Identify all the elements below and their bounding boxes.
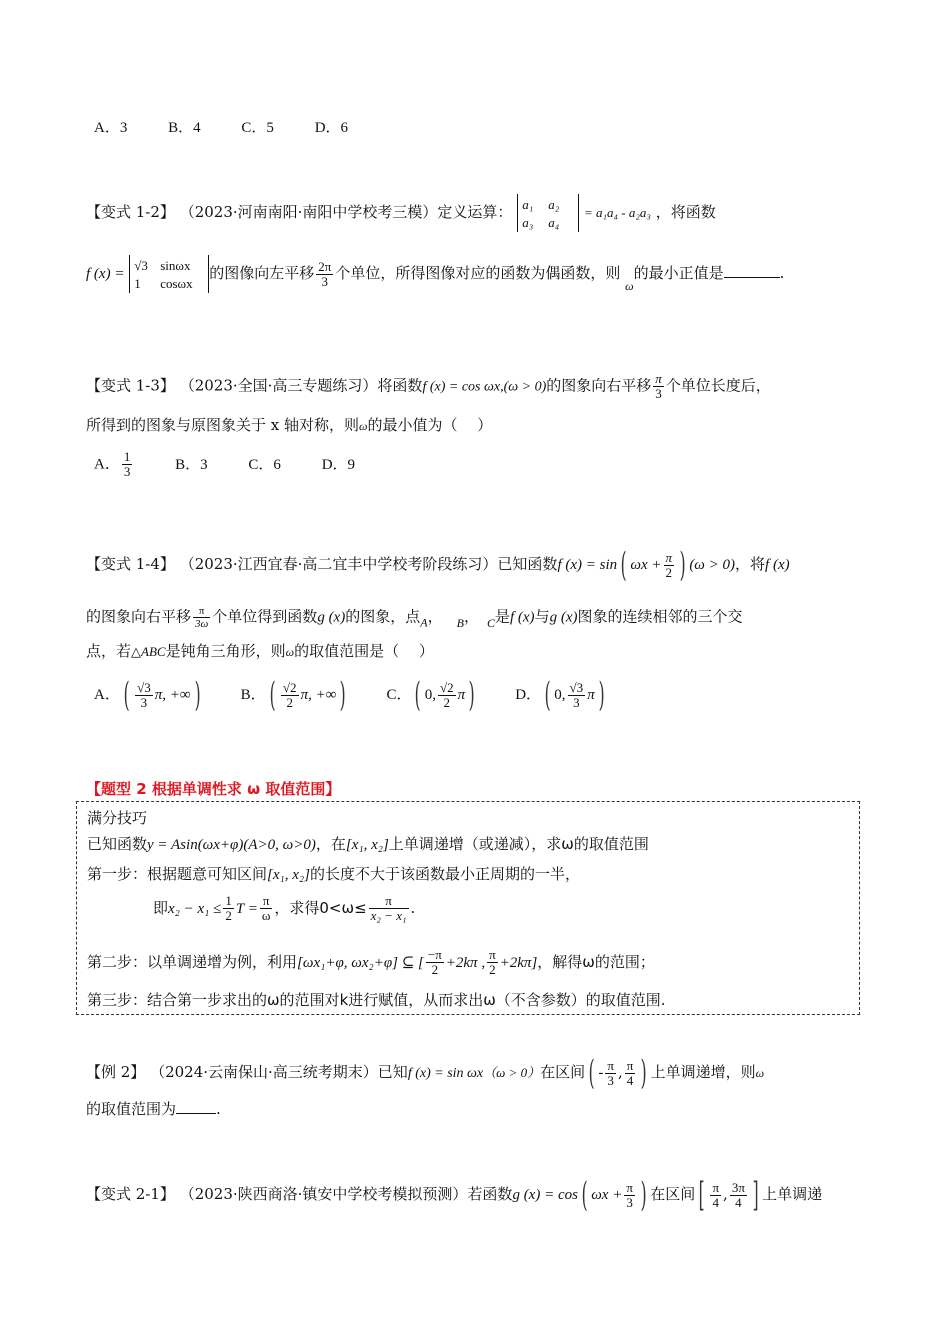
ex2-answer-blank[interactable] xyxy=(176,1099,216,1114)
v14-line3c: 的取值范围是（ ） xyxy=(294,642,434,660)
v14-line3b: 是钝角三角形，则 xyxy=(165,642,286,660)
ex2-line2 xyxy=(86,1099,221,1119)
v12-source: （2023·河南南阳·南阳中学校考三模）定义运算： xyxy=(179,203,513,221)
v13-omega: ω xyxy=(359,419,368,433)
ex2-omega: ω xyxy=(755,1066,765,1080)
v14-fx3: f (x) xyxy=(509,609,535,626)
v13-option-c: C．6 xyxy=(248,456,281,473)
v12-tag: 【变式 1-2】 xyxy=(86,203,175,221)
v14-cond: (ω > 0) xyxy=(689,557,736,573)
ex2-fx: f (x) = sin ωx xyxy=(407,1066,484,1081)
v21-arg-fraction: $\frac{\pi}{3}$ xyxy=(626,1179,633,1210)
v14-tag: 【变式 1-4】 xyxy=(86,555,175,573)
tips-box xyxy=(76,801,860,1015)
v13-shift-fraction: $\frac{\pi}{3}$ xyxy=(655,371,662,401)
v13-source: （2023·全国·高三专题练习）将函数 xyxy=(179,376,423,395)
v12-fx: f (x) = xyxy=(86,266,125,282)
q0-options xyxy=(94,117,348,138)
v21-interval-end: $\frac{3\pi}{4}$ xyxy=(731,1179,745,1210)
v14-line2c: 的图象，点 xyxy=(345,607,421,626)
tips-line2: 已知函数y = Asin(ωx+φ)(A>0, ω>0)，在[x₁, x₂]上单调递增（或递减），求ω的取值范围 xyxy=(87,835,649,853)
ex2-interval-end: $\frac{\pi}{4}$ xyxy=(626,1057,634,1088)
v14-point-c: C xyxy=(486,615,495,630)
ex2-tail: 上单调递增，则 xyxy=(650,1063,756,1081)
v14-shift-fraction: $\frac{\pi}{3\omega}$ xyxy=(195,605,209,630)
ex2-tag: 【例 2】 xyxy=(86,1063,146,1081)
ex2-cond: （ω > 0） xyxy=(483,1065,541,1080)
v14-fx2: f (x) xyxy=(765,557,790,573)
v14-line2b: 个单位得到函数 xyxy=(212,607,318,626)
tips-title: 满分技巧 xyxy=(87,809,148,827)
q0-option-a: A．3 xyxy=(94,120,128,136)
q0-option-b: B．4 xyxy=(168,120,201,136)
v14-options xyxy=(94,674,608,715)
v21-arg: ωx + xyxy=(591,1187,623,1203)
v13-option-a-label: A． xyxy=(94,456,120,473)
v21-gx: g (x) = cos xyxy=(512,1187,578,1203)
v21-tail: 上单调递 xyxy=(762,1185,823,1203)
v14-triangle: △ABC xyxy=(131,644,166,659)
v12-shift-fraction: $\frac{2\pi}{3}$ xyxy=(318,258,332,289)
v14-point-a: A xyxy=(420,615,428,630)
ex2-line1: 【例 2】 （2024·云南保山·高三统考期末）已知f (x) = sin ωx（ω > 0）在区间 ( - $\frac{\pi}{3}$ , $\frac{\pi}{4}$ ) 上单调递增，则ω xyxy=(86,1053,765,1093)
v13-option-d: D．9 xyxy=(321,456,356,473)
v14-point-b: B xyxy=(456,615,464,630)
tips-step3: 第三步：结合第一步求出的ω的范围对k进行赋值，从而求出ω（不含参数）的取值范围. xyxy=(87,991,666,1009)
v12-line2 xyxy=(86,255,784,296)
v12-determinant: a₁ a₂ a₃ a₄ xyxy=(517,194,579,232)
v12-end: . xyxy=(779,264,785,282)
v14-arg-fraction: $\frac{\pi}{2}$ xyxy=(665,549,673,580)
v21-mid: 在区间 xyxy=(650,1185,696,1203)
v13-option-b: B．3 xyxy=(175,456,208,473)
v14-line3a: 点，若 xyxy=(86,642,132,660)
ex2-mid: 在区间 xyxy=(540,1063,586,1081)
v14-gx2: g (x) xyxy=(549,609,578,626)
v14-tail: ，将 xyxy=(735,555,766,573)
v13-fx: f (x) = cos ωx,(ω > 0) xyxy=(422,379,547,395)
v12-tail1: ，将函数 xyxy=(655,203,716,221)
v13-option-a-fraction: $\frac{1}{3}$ xyxy=(123,449,131,479)
tips-step1-formula: 即x₂ − x₁ ≤ $\frac{1}{2}$ T = $\frac{\pi}{\omega}$ ，求得0<ω≤ $\frac{\pi}{\text{x₂ − x₁}}$ . xyxy=(153,893,416,923)
v13-options xyxy=(94,450,355,479)
v21-line1: 【变式 2-1】 （2023·陕西商洛·镇安中学校考模拟预测）若函数g (x) = cos ( ωx + $\frac{\pi}{3}$ ) 在区间 [ $\frac{\pi}{4}$ , $\frac{3\pi}{4}$ ] 上单调递 xyxy=(86,1175,823,1215)
v14-gx: g (x) xyxy=(317,609,346,626)
v14-option-b: B． ( $\frac{√2}{2}$ π, +∞ ) xyxy=(240,675,347,715)
ex2-end: . xyxy=(216,1100,221,1118)
v12-line1 xyxy=(86,194,716,232)
v14-line2f: 图象的连续相邻的三个交 xyxy=(577,607,743,626)
v12-omega: ω xyxy=(625,279,634,293)
v21-tag: 【变式 2-1】 xyxy=(86,1185,175,1203)
v12-matrix: √3 sinωx 1 cosωx xyxy=(129,255,209,293)
v12-tail3: 的最小正值是 xyxy=(633,264,724,282)
v14-source: （2023·江西宜春·高二宜丰中学校考阶段练习）已知函数 xyxy=(179,555,558,573)
v13-tag: 【变式 1-3】 xyxy=(86,376,175,395)
v14-line2: 的图象向右平移 $\frac{\pi}{3\omega}$ 个单位得到函数g (x)的图象，点$_A$， $_B$， $_C$是f (x)与g (x)图象的连续相邻的三个交 xyxy=(86,605,743,630)
v13-line1 xyxy=(86,372,771,401)
q0-option-d: D．6 xyxy=(314,120,349,136)
ex2-source: （2024·云南保山·高三统考期末）已知 xyxy=(150,1063,408,1081)
v12-det-result: = a₁a₄ - a₂a₃ xyxy=(584,205,651,220)
v14-line3 xyxy=(86,641,434,662)
v12-answer-blank[interactable] xyxy=(724,263,780,278)
v14-omega: ω xyxy=(285,645,295,659)
v14-option-a: A． ( $\frac{√3}{3}$ π, +∞ ) xyxy=(94,675,201,715)
v14-option-d: D． ( 0, $\frac{√3}{3}$ π ) xyxy=(515,675,605,715)
v14-line1: 【变式 1-4】 （2023·江西宜春·高二宜丰中学校考阶段练习）已知函数f (x) = sin ( ωx + $\frac{\pi}{2}$ ) (ω > 0)，将f (x) xyxy=(86,545,790,585)
v14-fx: f (x) = sin xyxy=(557,557,618,573)
v12-tail2: 个单位，所得图像对应的函数为偶函数，则 xyxy=(335,264,621,282)
v14-arg: ωx + xyxy=(630,557,662,573)
v21-interval-start: $\frac{\pi}{4}$ xyxy=(712,1179,720,1210)
v13-mid: 的图象向右平移 xyxy=(546,376,652,395)
v14-line2d: 是 xyxy=(494,607,510,626)
ex2-minus: - xyxy=(598,1065,604,1081)
v13-line2-text: 所得到的图象与原图象关于 x 轴对称，则 xyxy=(86,416,359,434)
v13-line2 xyxy=(86,415,492,436)
ex2-line2-text: 的取值范围为 xyxy=(86,1100,177,1118)
tips-step1: 第一步：根据题意可知区间[x₁, x₂]的长度不大于该函数最小正周期的一半， xyxy=(87,865,580,883)
ex2-interval-start: $\frac{\pi}{3}$ xyxy=(607,1057,614,1088)
v12-mid: 的图像向左平移 xyxy=(209,264,315,282)
q0-option-c: C．5 xyxy=(241,120,274,136)
tips-step2: 第二步：以单调递增为例，利用[ωx₁+φ, ωx₂+φ] ⊆ [ $\frac{-\pi}{2}$ +2kπ , $\frac{\pi}{2}$ +2kπ]，解得ω的范围； xyxy=(87,947,655,977)
v21-source: （2023·陕西商洛·镇安中学校考模拟预测）若函数 xyxy=(179,1185,513,1203)
type2-heading: 【题型 2 根据单调性求 ω 取值范围】 xyxy=(86,780,341,798)
v14-line2e: 与 xyxy=(534,607,550,626)
v13-tail: 个单位长度后， xyxy=(665,376,771,395)
v14-option-c: C． ( 0, $\frac{√2}{2}$ π ) xyxy=(386,675,475,715)
v14-line2a: 的图象向右平移 xyxy=(86,607,192,626)
v13-line2-tail: 的最小值为（ ） xyxy=(367,416,493,434)
